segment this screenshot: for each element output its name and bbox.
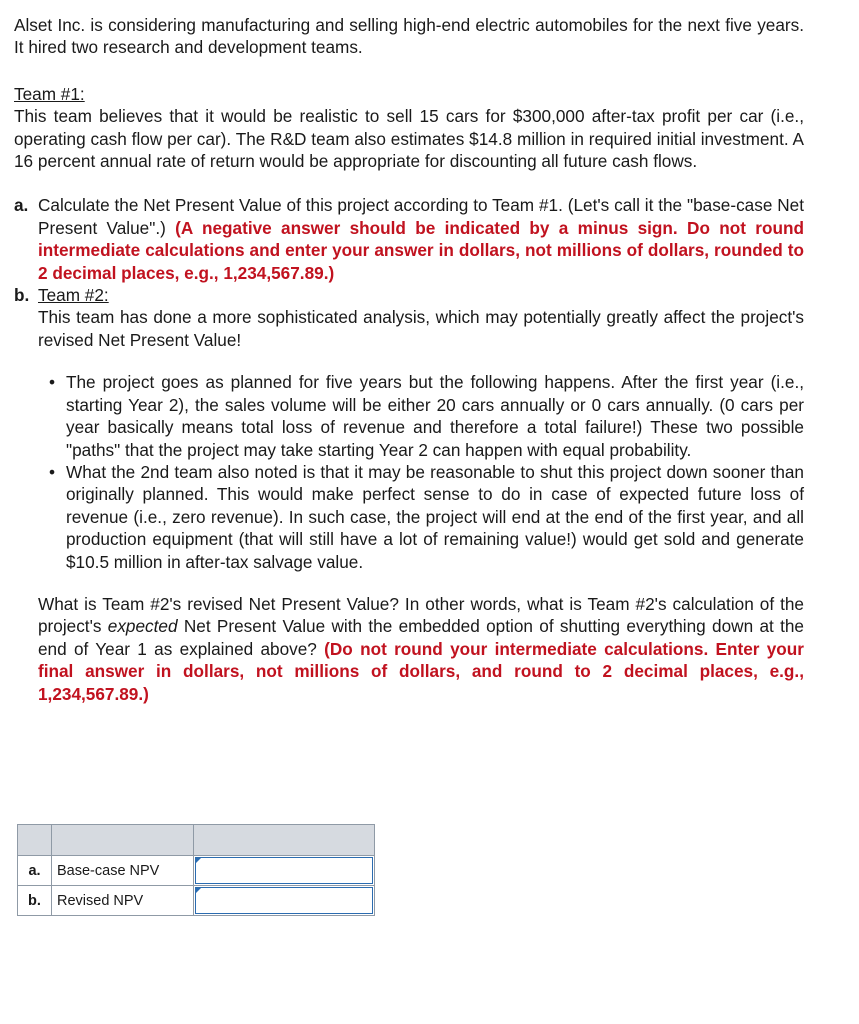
question-b-emphasis: expected <box>107 616 178 637</box>
question-b-text-1: What is Team #2's revised Net Present Value? In other words, what is Team #2's calculation of the project's <box>38 593 804 637</box>
problem-text <box>14 14 804 705</box>
list-item: • The project goes as planned for five years but the following happens. After the first year (i.e., starting Year 2), the sales volume will be either 20 cars annually or 0 cars annually. (0 cars per year basically means total loss of revenue and therefore a total failure!) These two possible "paths" that the project may take starting Year 2 can happen with equal probability. <box>66 371 804 461</box>
list-item: • What the 2nd team also noted is that it may be reasonable to shut this project down sooner than originally planned. This would make perfect sense to do in case of expected future loss of revenue (i.e., zero revenue). In such case, the project will end at the end of the first year, and all production equipment (that will still have a lot of remaining value!) would get sold and generate $10.5 million in after-tax salvage value. <box>66 461 804 573</box>
question-b-body <box>38 593 804 705</box>
team2-heading: Team #2: <box>38 285 109 306</box>
team1-paragraph: This team believes that it would be realistic to sell 15 cars for $300,000 after-tax profit per car (i.e., operating cash flow per car). The R&D team also estimates $14.8 million in required initial investment. A 16 percent annual rate of return would be appropriate for discounting all future cash flows. <box>14 106 804 172</box>
question-a-text: Calculate the Net Present Value of this project according to Team #1. (Let's call it the "base-case Net Present Value".) <box>38 195 804 238</box>
row-name: Base-case NPV <box>52 856 194 886</box>
team2-paragraph: This team has done a more sophisticated analysis, which may potentially greatly affect the project's revised Net Present Value! <box>38 307 804 350</box>
input-marker-icon <box>195 887 202 894</box>
answer-input-box[interactable] <box>195 887 373 914</box>
question-b <box>14 284 804 351</box>
row-label: b. <box>18 886 52 916</box>
row-label: a. <box>18 856 52 886</box>
revised-npv-input[interactable] <box>194 886 375 916</box>
table-row <box>18 886 375 916</box>
answer-table-header <box>18 825 375 856</box>
intro-paragraph: Alset Inc. is considering manufacturing and selling high-end electric automobiles for the next five years. It hired two research and development teams. <box>14 15 804 58</box>
question-b-text-2: Net Present Value with the embedded option of shutting everything down at the end of Year 1 as explained above? <box>38 616 804 659</box>
question-a-label: a. <box>14 195 29 216</box>
answer-table <box>17 824 375 916</box>
answer-input-box[interactable] <box>195 857 373 884</box>
base-case-npv-input[interactable] <box>194 856 375 886</box>
table-row <box>18 856 375 886</box>
question-a <box>14 194 804 284</box>
team1-heading: Team #1: <box>14 83 85 104</box>
question-a-instruction: (A negative answer should be indicated by a minus sign. Do not round intermediate calculations and enter your answer in dollars, not millions of dollars, rounded to 2 decimal places, e.g., 1,234,567.89.) <box>38 217 804 283</box>
question-b-label: b. <box>14 285 30 306</box>
team2-bullet-list <box>14 371 804 573</box>
question-a-body <box>38 194 804 284</box>
row-name: Revised NPV <box>52 886 194 916</box>
input-marker-icon <box>195 857 202 864</box>
question-b-instruction: (Do not round your intermediate calculations. Enter your final answer in dollars, not millions of dollars, and round to 2 decimal places, e.g., 1,234,567.89.) <box>38 638 804 704</box>
